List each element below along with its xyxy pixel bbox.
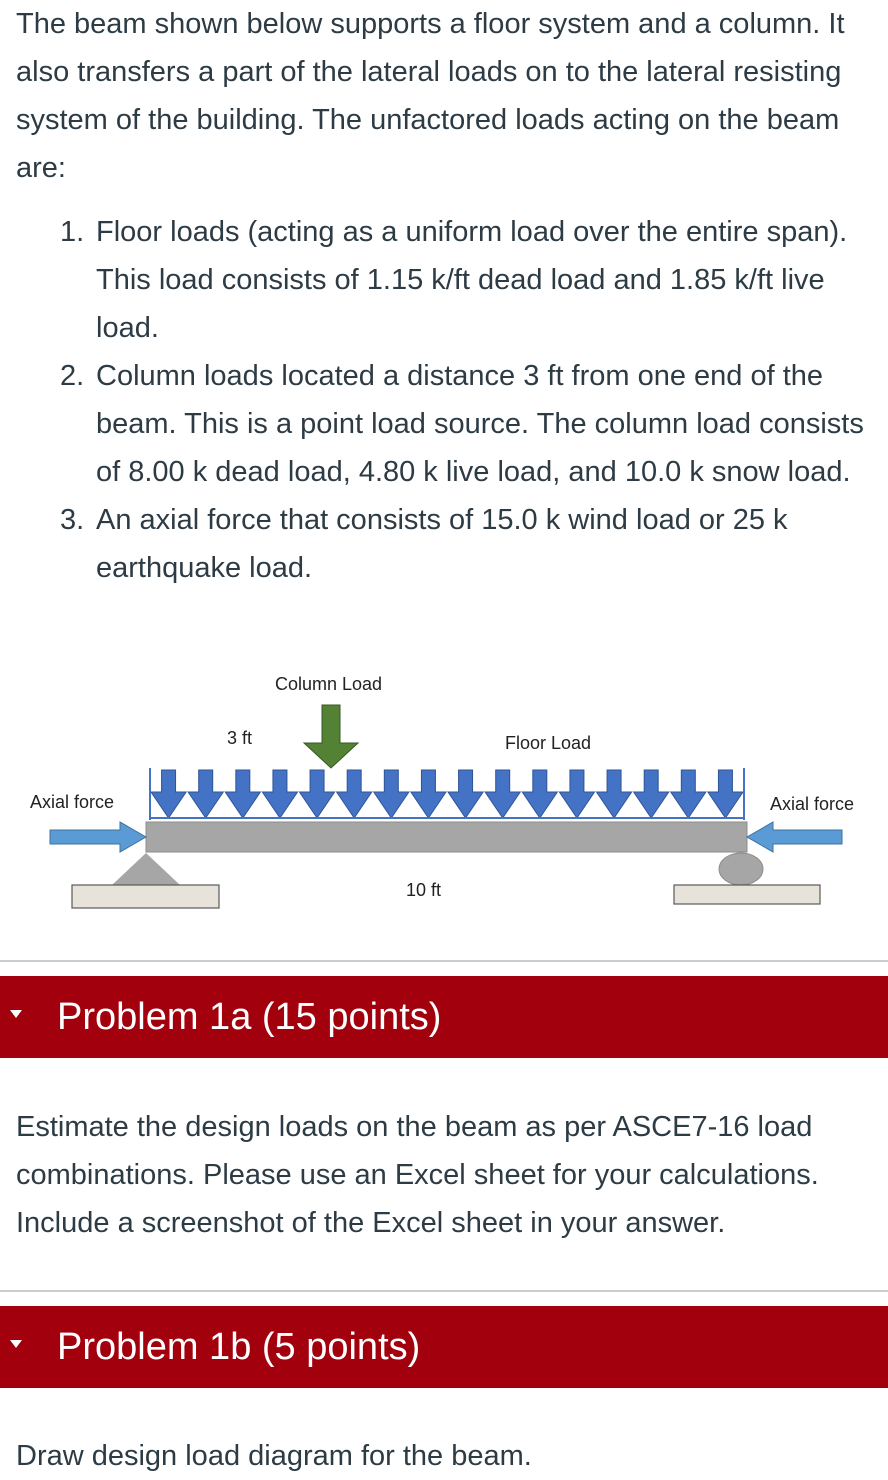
floor-load-arrow bbox=[485, 770, 520, 818]
axial-force-left-arrow bbox=[50, 822, 146, 852]
list-item bbox=[60, 496, 880, 592]
axial-force-right-label: Axial force bbox=[770, 794, 855, 814]
list-item-text: Floor loads (acting as a uniform load over the entire span). This load consists of 1.15 k/ft dead load and 1.85 k/ft live load. bbox=[96, 216, 848, 344]
list-item-text: Column loads located a distance 3 ft from one end of the beam. This is a point load source. The column load consists of 8.00 k dead load, 4.80 k live load, and 10.0 k snow load. bbox=[96, 360, 864, 488]
divider bbox=[0, 960, 888, 962]
collapse-caret-icon[interactable] bbox=[10, 1010, 22, 1018]
problem-1a-title: Problem 1a (15 points) bbox=[57, 996, 442, 1038]
floor-load-arrow bbox=[522, 770, 557, 818]
list-item-number: 1. bbox=[60, 216, 85, 248]
floor-load-arrow bbox=[188, 770, 223, 818]
list-item-text: An axial force that consists of 15.0 k wind load or 25 k earthquake load. bbox=[96, 504, 788, 584]
floor-load-arrow bbox=[671, 770, 706, 818]
floor-load-arrow bbox=[374, 770, 409, 818]
span-label: 10 ft bbox=[406, 880, 442, 900]
ground-left bbox=[72, 885, 219, 908]
roller-support bbox=[719, 853, 763, 885]
problem-1b-header[interactable] bbox=[0, 1306, 888, 1388]
problem-1a-body: Estimate the design loads on the beam as per ASCE7-16 load combinations. Please use an Excel sheet for your calculations. Include a screenshot of the Excel sheet in your answer. bbox=[16, 1111, 819, 1239]
column-load-arrow bbox=[304, 705, 358, 768]
floor-load-arrow bbox=[337, 770, 372, 818]
problem-intro: The beam shown below supports a floor system and a column. It also transfers a part of the lateral loads on to the lateral resisting system of the building. The unfactored loads acting on the beam are: bbox=[16, 8, 845, 184]
column-load-label: Column Load bbox=[275, 674, 383, 694]
collapse-caret-icon[interactable] bbox=[10, 1340, 22, 1348]
floor-load-label: Floor Load bbox=[505, 733, 592, 753]
floor-load-arrow bbox=[708, 770, 743, 818]
floor-load-arrow bbox=[448, 770, 483, 818]
divider bbox=[0, 1290, 888, 1292]
problem-1a-header[interactable] bbox=[0, 976, 888, 1058]
problem-1b-title: Problem 1b (5 points) bbox=[57, 1326, 421, 1368]
ground-right bbox=[674, 885, 820, 904]
list-item bbox=[60, 208, 880, 352]
floor-load-arrow bbox=[411, 770, 446, 818]
load-list bbox=[60, 208, 880, 592]
floor-load-arrows bbox=[150, 768, 744, 820]
floor-load-arrow bbox=[262, 770, 297, 818]
beam-diagram bbox=[0, 660, 888, 920]
floor-load-arrow bbox=[225, 770, 260, 818]
axial-force-right-arrow bbox=[747, 822, 842, 852]
distance-label: 3 ft bbox=[227, 728, 253, 748]
beam bbox=[146, 822, 747, 852]
floor-load-arrow bbox=[634, 770, 669, 818]
list-item bbox=[60, 352, 880, 496]
floor-load-arrow bbox=[597, 770, 632, 818]
list-item-number: 3. bbox=[60, 504, 85, 536]
axial-force-left-label: Axial force bbox=[30, 792, 115, 812]
floor-load-arrow bbox=[300, 770, 335, 818]
problem-1b-body: Draw design load diagram for the beam. bbox=[16, 1440, 532, 1472]
floor-load-arrow bbox=[559, 770, 594, 818]
list-item-number: 2. bbox=[60, 360, 85, 392]
floor-load-arrow bbox=[151, 770, 186, 818]
pin-support bbox=[112, 853, 180, 885]
